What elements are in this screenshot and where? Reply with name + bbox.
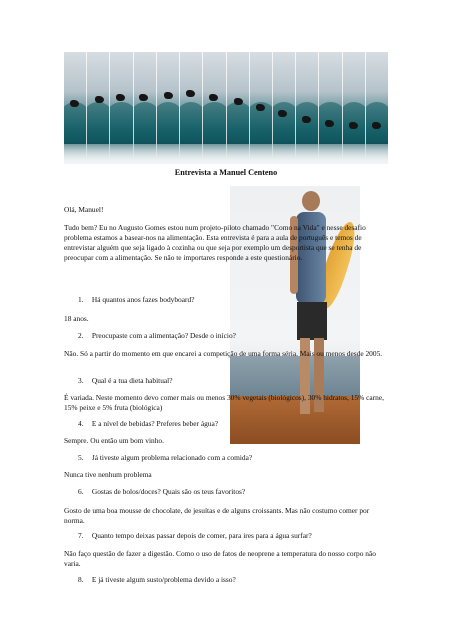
answer-4: Sempre. Ou então um bom vinho.: [64, 436, 164, 445]
photo-frame: [180, 52, 203, 164]
question-text: Gostas de bolos/doces? Quais são os teus favoritos?: [91, 487, 246, 496]
question-3: [78, 376, 173, 386]
question-6: [78, 487, 245, 497]
question-text: Há quantos anos fazes bodyboard?: [91, 295, 195, 304]
question-1: [78, 295, 194, 305]
surf-sequence-photo: [64, 52, 388, 164]
question-text: E a nível de bebidas? Preferes beber água?: [91, 419, 219, 428]
question-text: Quanto tempo deixas passar depois de comer, para ires para a água surfar?: [91, 531, 312, 540]
question-text: E já tiveste algum susto/problema devido a isso?: [91, 575, 236, 584]
question-number: 7.: [78, 531, 84, 540]
photo-frame: [366, 52, 388, 164]
answer-7: Não faço questão de fazer a digestão. Como o uso de fatos de neoprene a temperatura do nosso corpo não varia.: [64, 549, 376, 568]
question-number: 4.: [78, 419, 84, 428]
question-5: [78, 453, 252, 463]
photo-frame: [203, 52, 226, 164]
photo-frame: [134, 52, 157, 164]
answer-1: 18 anos.: [64, 314, 89, 323]
photo-frame: [157, 52, 180, 164]
answer-6: Gosto de uma boa mousse de chocolate, de jesuítas e de alguns croissants. Mas não costumo comer por norma.: [64, 506, 370, 525]
answer-2: Não. Só a partir do momento em que encarei a competição de uma forma séria. Mais ou menos desde 2005.: [64, 349, 383, 358]
photo-frame: [319, 52, 342, 164]
question-text: Qual é a tua dieta habitual?: [91, 376, 173, 385]
question-number: 8.: [78, 575, 84, 584]
photo-frame: [110, 52, 133, 164]
question-2: [78, 331, 236, 341]
document-title: Entrevista a Manuel Centeno: [174, 168, 278, 177]
question-4: [78, 419, 218, 429]
question-number: 1.: [78, 295, 84, 304]
question-number: 6.: [78, 487, 84, 496]
photo-frame: [273, 52, 296, 164]
photo-frame: [250, 52, 273, 164]
photo-frame: [227, 52, 250, 164]
photo-frame: [343, 52, 366, 164]
question-text: Preocupaste com a alimentação? Desde o início?: [91, 331, 236, 340]
answer-5: Nunca tive nenhum problema: [64, 470, 152, 479]
photo-frame: [87, 52, 110, 164]
answer-3: É variada. Neste momento devo comer mais ou menos 30% vegetais (biológicos), 30% hidratos, 15% carne, 15% peixe e 5% fruta (biológica): [64, 393, 384, 412]
question-7: [78, 531, 312, 541]
greeting: Olá, Manuel!: [64, 205, 104, 214]
question-text: Já tiveste algum problema relacionado com a comida?: [91, 453, 253, 462]
photo-frame: [296, 52, 319, 164]
intro-paragraph: Tudo bem? Eu no Augusto Gomes estou num projeto-piloto chamado "Como na Vida" e nesse desafio problema estamos a basear-nos na alimentação. Esta entrevista é para a aula de português e temos de entrevistar alguém que seja ligado à cozinha ou que seja por exemplo um desportista que se tenha de preocupar com a alimentação. Se não te importares responde a este questionário.: [64, 223, 366, 262]
photo-frame: [64, 52, 87, 164]
question-number: 2.: [78, 331, 84, 340]
question-8: [78, 575, 236, 585]
question-number: 5.: [78, 453, 84, 462]
question-number: 3.: [78, 376, 84, 385]
